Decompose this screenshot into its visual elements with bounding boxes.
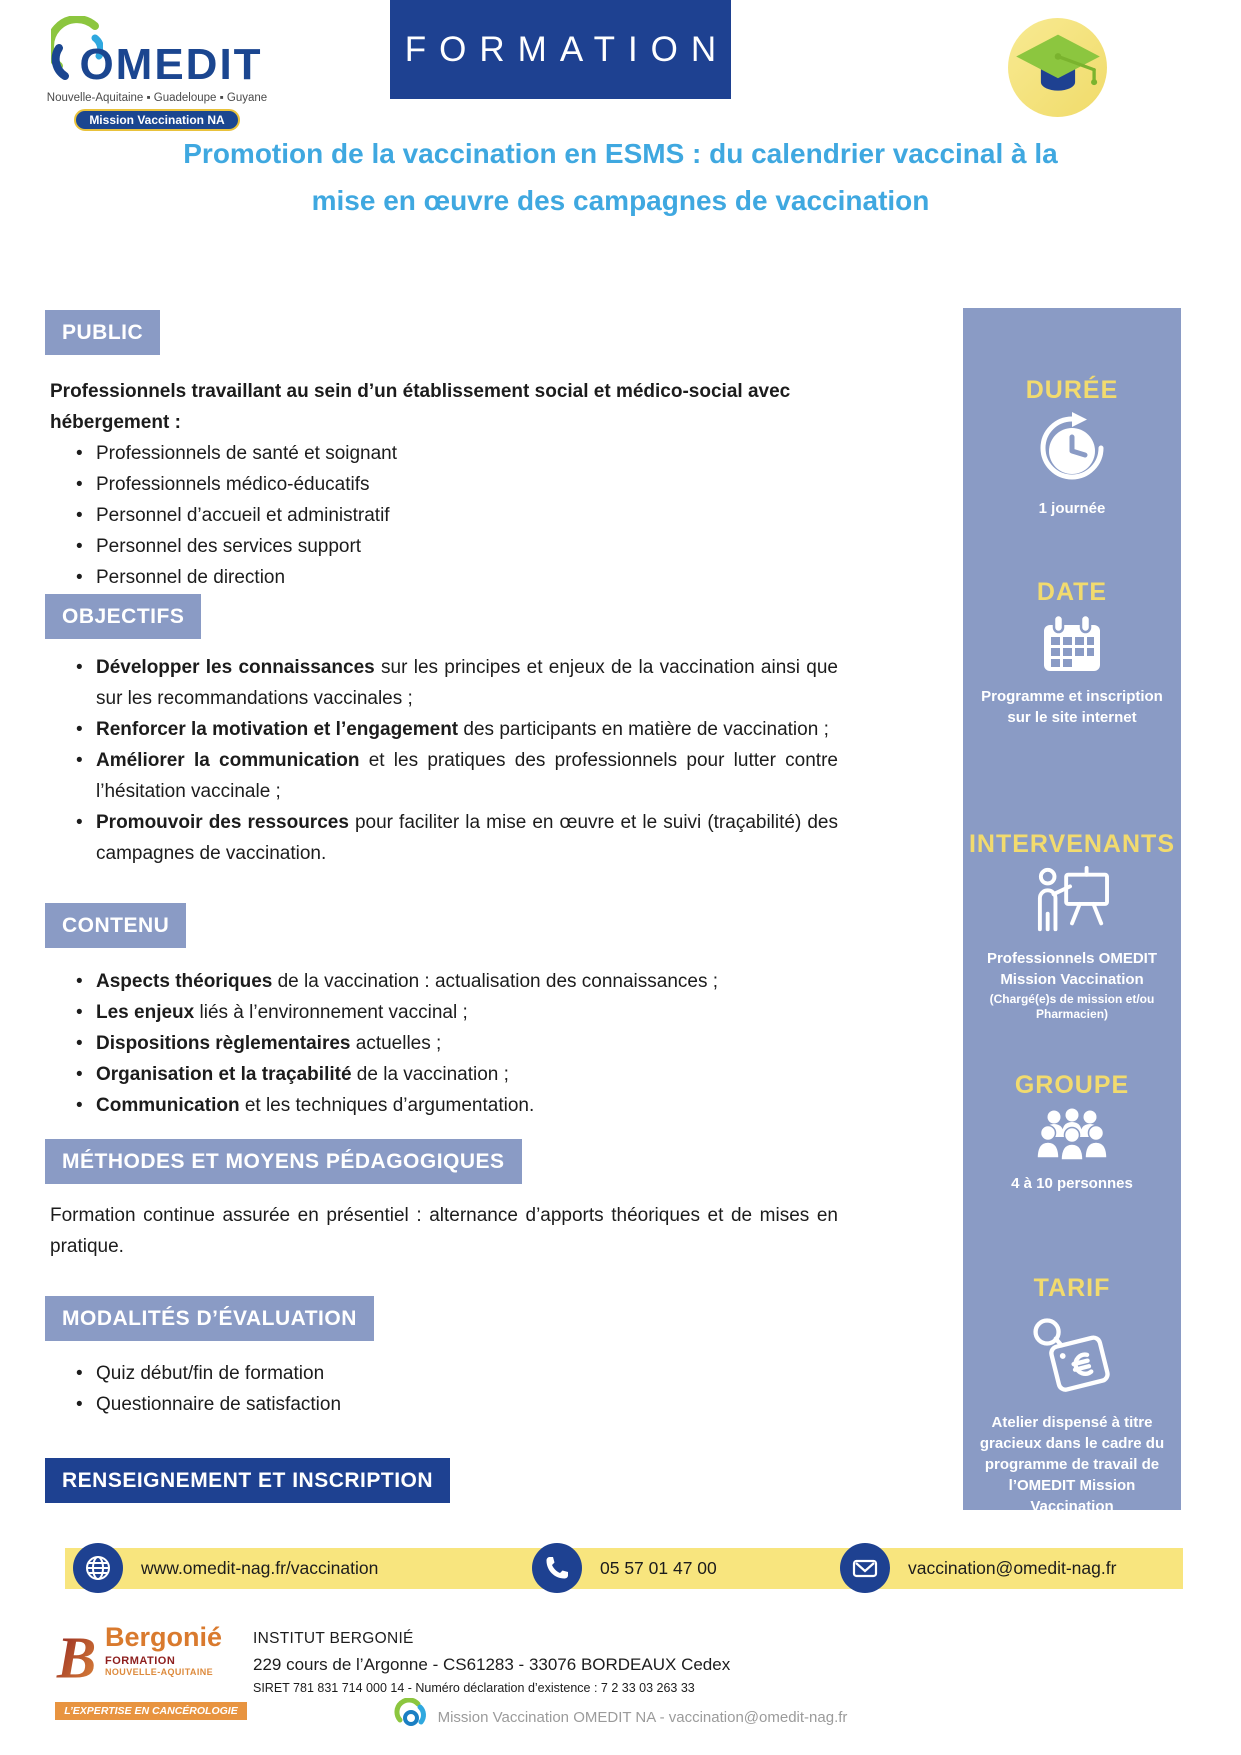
public-list (50, 438, 838, 593)
list-item: • Promouvoir des ressources pour faciliter la mise en œuvre et le suivi (traçabilité) des campagnes de vaccination. (50, 807, 838, 869)
svg-text:B: B (56, 1624, 97, 1691)
groupe-heading: GROUPE (1014, 1071, 1130, 1099)
methodes-paragraph: Formation continue assurée en présentiel : alternance d’apports théoriques et de mises en pratique. (50, 1205, 838, 1257)
omedit-logo (42, 16, 272, 131)
intervenants-value: Professionnels OMEDIT Mission Vaccination (986, 950, 1158, 988)
section-public-content (50, 376, 838, 593)
intervenants-heading: INTERVENANTS (968, 830, 1175, 858)
list-item: • Personnel d’accueil et administratif (50, 500, 838, 531)
section-objectifs-content (50, 652, 838, 869)
sidebar-tarif (963, 1274, 1181, 1517)
tarif-heading: TARIF (1033, 1274, 1111, 1302)
sidebar-intervenants (963, 830, 1181, 1022)
bergonie-region-label: NOUVELLE-AQUITAINE (105, 1667, 214, 1677)
footer-mission-line (0, 1698, 1241, 1736)
bergonie-tagline: L’EXPERTISE EN CANCÉROLOGIE (55, 1702, 247, 1720)
list-item: • Aspects théoriques de la vaccination : actualisation des connaissances ; (50, 966, 838, 997)
graduation-cap-icon (1012, 27, 1104, 108)
intervenants-subtext: (Chargé(e)s de mission et/ou Pharmacien) (989, 992, 1155, 1021)
list-item: • Personnel des services support (50, 531, 838, 562)
list-item: • Professionnels médico-éducatifs (50, 469, 838, 500)
objectifs-list (50, 652, 838, 869)
omedit-logo-text: OMEDIT (79, 40, 263, 89)
list-item: • Les enjeux liés à l’environnement vaccinal ; (50, 997, 838, 1028)
website-url[interactable]: www.omedit-nag.fr/vaccination (141, 1557, 379, 1578)
modalites-list (50, 1358, 838, 1420)
public-intro: Professionnels travaillant au sein d’un établissement social et médico-social avec hébergement : (50, 381, 791, 433)
section-heading-objectifs: OBJECTIFS (45, 594, 201, 639)
section-modalites-content (50, 1358, 838, 1420)
phone-number[interactable]: 05 57 01 47 00 (600, 1557, 717, 1578)
institute-block (253, 1630, 730, 1695)
list-item: • Développer les connaissances sur les principes et enjeux de la vaccination ainsi que sur les recommandations vaccinales ; (50, 652, 838, 714)
date-heading: DATE (1036, 578, 1108, 606)
list-item: • Professionnels de santé et soignant (50, 438, 838, 469)
formation-banner (390, 0, 731, 99)
institute-siret: SIRET 781 831 714 000 14 - Numéro déclaration d’existence : 7 2 33 03 263 33 (253, 1681, 695, 1695)
globe-icon (73, 1543, 123, 1593)
list-item: • Personnel de direction (50, 562, 838, 593)
contact-phone[interactable] (532, 1543, 717, 1593)
date-value: Programme et inscription sur le site internet (981, 688, 1163, 726)
list-item: • Renforcer la motivation et l’engagement des participants en matière de vaccination ; (50, 714, 838, 745)
bergonie-b-icon (55, 1622, 103, 1697)
list-item: • Quiz début/fin de formation (50, 1358, 838, 1389)
section-heading-modalites: MODALITÉS D’ÉVALUATION (45, 1296, 374, 1341)
omedit-mini-logo-icon (394, 1698, 428, 1736)
sidebar-groupe (963, 1071, 1181, 1194)
info-sidebar (963, 308, 1181, 1515)
people-group-icon (1032, 1106, 1112, 1167)
section-heading-methodes: MÉTHODES ET MOYENS PÉDAGOGIQUES (45, 1139, 522, 1184)
contact-bar (65, 1548, 1183, 1589)
institute-name: INSTITUT BERGONIÉ (253, 1630, 414, 1647)
sidebar-duree (963, 376, 1181, 519)
groupe-value: 4 à 10 personnes (1011, 1175, 1133, 1192)
calendar-icon (1039, 613, 1105, 680)
email-address[interactable]: vaccination@omedit-nag.fr (908, 1557, 1117, 1578)
duree-value: 1 journée (1038, 500, 1106, 517)
list-item: • Organisation et la traçabilité de la vaccination ; (50, 1059, 838, 1090)
list-item: • Questionnaire de satisfaction (50, 1389, 838, 1420)
section-heading-renseignement: RENSEIGNEMENT ET INSCRIPTION (45, 1458, 450, 1503)
section-contenu-content (50, 966, 838, 1121)
page-title-line2: mise en œuvre des campagnes de vaccination (311, 185, 930, 216)
contenu-list (50, 966, 838, 1121)
formation-banner-label: FORMATION (404, 29, 730, 69)
footer-mission-text: Mission Vaccination OMEDIT NA - vaccination@omedit-nag.fr (437, 1708, 848, 1726)
contact-email[interactable] (840, 1543, 1116, 1593)
contact-website[interactable] (73, 1543, 378, 1593)
presenter-board-icon (1030, 865, 1114, 942)
mission-vaccination-badge: Mission Vaccination NA (74, 109, 239, 131)
bergonie-formation-label: FORMATION (105, 1655, 176, 1667)
price-tag-euro-icon (1024, 1309, 1120, 1406)
page-title (0, 130, 1241, 224)
omedit-logo-regions: Nouvelle-Aquitaine ▪ Guadeloupe ▪ Guyane (46, 92, 268, 104)
bergonie-name: Bergonié (105, 1622, 223, 1652)
duree-heading: DURÉE (1025, 376, 1119, 404)
tarif-value: Atelier dispensé à titre gracieux dans le cadre du programme de travail de l’OMEDIT Mission Vaccination (979, 1414, 1165, 1515)
phone-icon (532, 1543, 582, 1593)
clock-arrow-icon (1035, 411, 1109, 492)
list-item: • Améliorer la communication et les pratiques des professionnels pour lutter contre l’hésitation vaccinale ; (50, 745, 838, 807)
list-item: • Dispositions règlementaires actuelles ; (50, 1028, 838, 1059)
envelope-icon (840, 1543, 890, 1593)
sidebar-date (963, 578, 1181, 728)
section-heading-contenu: CONTENU (45, 903, 186, 948)
list-item: • Communication et les techniques d’argumentation. (50, 1090, 838, 1121)
omedit-logo-mark (42, 16, 272, 87)
institute-address: 229 cours de l’Argonne - CS61283 - 33076 BORDEAUX Cedex (253, 1655, 731, 1674)
section-heading-public: PUBLIC (45, 310, 160, 355)
graduation-cap-badge (1008, 18, 1107, 117)
page-title-line1: Promotion de la vaccination en ESMS : du calendrier vaccinal à la (183, 138, 1058, 169)
section-methodes-content (50, 1200, 838, 1262)
